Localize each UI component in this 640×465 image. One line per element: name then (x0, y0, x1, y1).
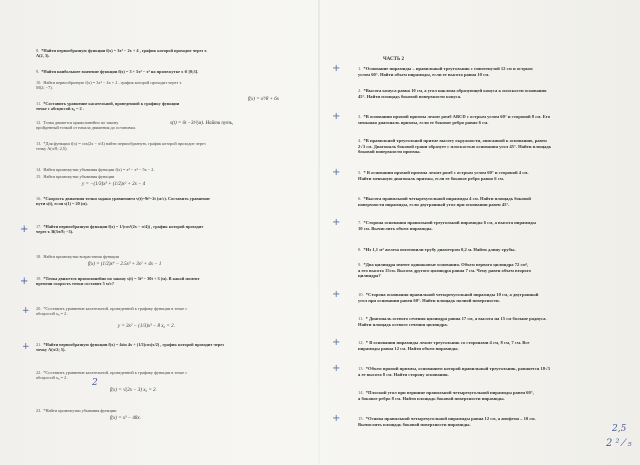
task-13: 13. *Для функции f(x) = cos(2x − π/4) найти первообразную, график которой проходит через точку A(π/8; 2,5). (36, 141, 206, 152)
task-21: 21. *Найти первообразную функции f(x) = 4sin 4x + (1/2)cos(x/2) , график которой проходит через точку A(π/2; 5). (36, 342, 224, 353)
task-17: 17. *Найти первообразную функции f(x) = 1/(cos²(2x − π/4)) , график которой проходит через т. B(3π/8; −3). (36, 224, 204, 235)
formula-15: y = −(1/3)x³ + (1/2)x² + 2x − 4 (82, 182, 146, 187)
geo-task-13: 13. *Объем прямой призмы, основанием которой правильный треугольник, равняется 18√3 а ее высота 8 см. Найти сторону основания. (358, 366, 550, 377)
task-12: 12. Точка движется прямолинейно по закону пройденный точкой от начала движения до остановки. (36, 120, 136, 131)
pen-mark-plus: + (20, 224, 29, 235)
pen-mark-plus: + (332, 363, 341, 374)
task-8: 8. *Найти первообразную функции f(x) = 3x² − 2x + 4 , график которой проходит через т. A(2, 3). (36, 48, 208, 59)
pen-mark-plus: + (22, 306, 30, 316)
pen-mark-plus: + (22, 342, 30, 352)
task-14: 14. Найти промежутки убывания функции f(x) = x³ − x² − 5x − 2. (36, 167, 155, 172)
score-bottom: 2 ² ⁄ ₅ (606, 438, 632, 449)
pen-mark-plus: + (332, 337, 341, 348)
pen-mark-plus: + (332, 217, 341, 228)
formula-11: f(x) = x³/8 + 6x (248, 97, 280, 102)
pen-mark-plus: + (332, 63, 341, 74)
task-19: 19. *Точка движется прямолинейно по закону s(t) = 5t³ − 30t + 3 (м). В какой момент времени скорость точки составит 5 м/с? (36, 276, 200, 287)
score-top: 2,5 (612, 424, 627, 434)
geo-task-12: 12. * В основании пирамиды лежит треугольник со сторонами 4 см, 8 см, 7 см. Все пирамиды равна 12 см. Найти объем пирамиды. (358, 340, 530, 351)
pen-mark-plus: + (332, 413, 341, 424)
task-22: 22. *Составить уравнение касательной, проведенной к графику функции в точке с абсциссой x₀ = 2 . (36, 370, 188, 381)
geo-task-3: 3. *В основании прямой призмы лежит ромб ABCD с острым углом 60° и стороной 8 см. Его меньшая диагональ призмы, если ее боковое ребро равно 6 см. (358, 114, 551, 125)
task-9: 9. *Найти наибольшее значение функции f(x) = 3 + 5x² − x³ на промежутке x ∈ [0;3]. (36, 69, 199, 74)
task-18: 18. Найти промежутки возрастания функции (36, 254, 119, 259)
geo-task-5: 5. * В основании прямой призмы лежит ромб с острым углом 60° и стороной 4 см. Найти меньшую диагональ призмы, если ее боковое ребро равно 6 см. (358, 170, 529, 181)
geo-task-11: 11. * Диагональ осевого сечения цилиндра равна 17 см, а высота на 15 см больше радиуса. Найти площадь осевого сечения цилиндра. (358, 316, 547, 327)
formula-23: f(x) = x³ − 48x. (110, 416, 141, 421)
task-20: 20. *Составить уравнение касательной, проведенной к графику функции в точке с абсциссой x₀ = 2 . (36, 306, 188, 317)
geo-task-1: 1. *Основание пирамиды – правильный треугольник с гипотенузой 12 см и острым углом 60°. Найти объем пирамиды, если ее высота равна 10 см. (358, 66, 533, 77)
geo-task-7: 7. *Сторона основания правильной треугольной пирамиды 6 см, а высота пирамиды 10 см. Вычислить объем пирамиды. (358, 220, 536, 231)
pen-mark-plus: + (332, 111, 341, 122)
geo-task-15: 15. *Основа правильной четырехугольной пирамиды равна 12 см, а апофема – 10 см. Вычислить площадь боковой поверхности пирамиды. (358, 416, 536, 427)
task-11: 11. *Составить уравнение касательной, проведенной к графику функции точке с абсциссой x₀ = 2 . (36, 101, 180, 112)
page-fold (318, 0, 320, 465)
geo-task-4: 4. *В правильной треугольной призме высоту окружности, описанной к основанию, равен 2√3 см. Диагональ боковой грани образует с плоскостью основания угол 45°. Найти площадь боковой поверхности призмы. (358, 138, 552, 155)
formula-20: y = 3x² − (1/3)x³ − 8 x₀ = 2. (118, 324, 175, 329)
pen-mark-plus: + (332, 167, 341, 178)
formula-12: s(t) = 6t −3t²(м). Найти путь, (170, 121, 234, 126)
pen-mark-two: 2 (92, 378, 98, 388)
formula-22: f(x) = √(2x − 3) x₀ = 2. (110, 388, 157, 393)
formula-18: f(x) = (1/2)x⁴ − 2.5x³ + 3x² + 4x − 1 (88, 262, 162, 267)
geo-task-8: 8. *Из 1,1 м³ железа изготовили трубу диаметром 0,2 м. Найти длину трубы. (358, 247, 516, 252)
geo-task-14: 14. *Плоский угол при вершине правильной четырехугольной пирамиды равен 60°, а боковое ребро 8 см. Найти площадь боковой поверхности пирамиды. (358, 390, 534, 401)
geo-task-2: 2. *Высота конуса равна 10 см, а угол наклона образующей конуса к плоскости основания 45°. Найти площадь боковой поверхности конуса. (358, 88, 547, 99)
geo-task-10: 10. *Сторона основания правильной четырехугольной пирамиды 10 см, а двугранный угол при основании равен 60°. Найти площадь полной поверхности. (358, 292, 539, 303)
task-23: 23. *Найти промежутки убывания функции (36, 408, 117, 413)
pen-mark-plus: + (332, 289, 341, 300)
part-title: ЧАСТЬ 2 (383, 57, 405, 62)
pen-mark-plus: + (20, 276, 29, 287)
task-15: 15. Найти промежутки убывания функции (36, 174, 115, 179)
geo-task-9: 9. *Два цилиндра имеют одинаковые основания. Объем первого цилиндра 72 см³, а его высота 15см. Высота другого цилиндра равна 7 см. Чему равен объем второго цилиндра? (358, 262, 531, 279)
task-10: 10. Найти первообразную f(x) = 3x² − 4x + 2 , график которой проходит через т. M(2; −7). (36, 80, 182, 91)
geo-task-6: 6. *Высота правильной четырехугольной пирамиды 4 см. Найти площадь боковой поверхности пирамиды, если двугранный угол при основании равен 45°. (358, 196, 531, 207)
task-16: 16. *Скорость движения точки задана уравнением v(t)=9t²−2t (м/с). Составить уравнение пути s(t), если s(1) = 20 (м). (36, 196, 210, 207)
